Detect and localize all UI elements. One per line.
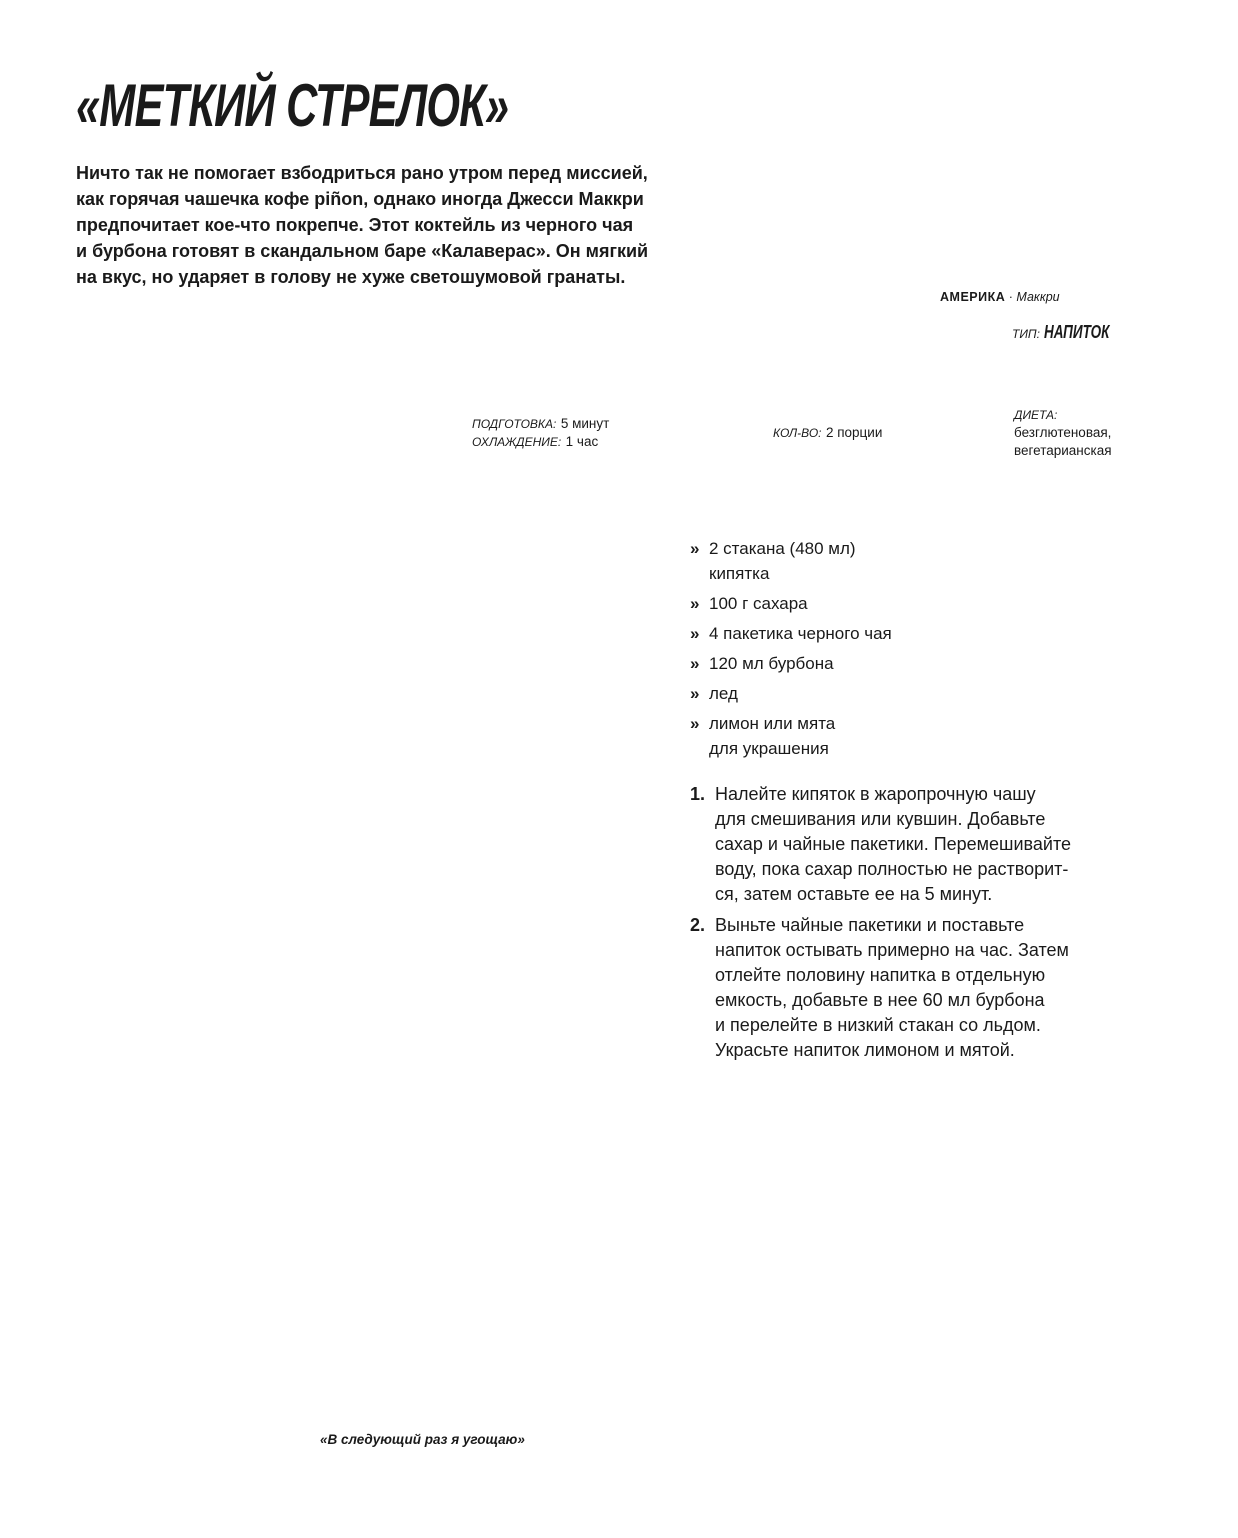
ingredient-text: 100 г сахара <box>709 594 808 613</box>
region-character: Маккри <box>1016 290 1060 304</box>
chill-label: ОХЛАЖДЕНИЕ: <box>472 435 562 449</box>
recipe-type <box>1012 322 1132 343</box>
step-line: напиток остывать примерно на час. Затем <box>715 940 1069 960</box>
step-line: Налейте кипяток в жаропрочную чашу <box>715 784 1036 804</box>
ingredient-text: кипятка <box>709 564 770 583</box>
intro-line: предпочитает кое-что покрепче. Этот коктейль из черного чая <box>76 215 634 235</box>
character-quote: «В следующий раз я угощаю» <box>320 1432 525 1447</box>
ingredient-text: лимон или мята <box>709 714 836 733</box>
prep-label: ПОДГОТОВКА: <box>472 417 557 431</box>
prep-value: 5 минут <box>560 416 610 431</box>
region-separator: · <box>1008 290 1013 304</box>
list-item <box>690 536 1110 586</box>
intro-paragraph <box>76 160 776 290</box>
ingredient-text: 2 стакана (480 мл) <box>709 539 856 558</box>
bullet-icon: » <box>690 594 700 613</box>
list-item <box>690 711 1110 761</box>
bullet-icon: » <box>690 714 700 733</box>
bullet-icon: » <box>690 539 700 558</box>
recipe-title: «МЕТКИЙ СТРЕЛОК» <box>76 72 509 139</box>
yield-info <box>773 424 882 442</box>
intro-line: и бурбона готовят в скандальном баре «Калаверас». Он мягкий <box>76 241 649 261</box>
list-item <box>690 681 1110 706</box>
step-line: Украсьте напиток лимоном и мятой. <box>715 1040 1015 1060</box>
diet-info <box>1014 406 1112 460</box>
ingredient-text: 4 пакетика черного чая <box>709 624 892 643</box>
intro-line: Ничто так не помогает взбодриться рано утром перед миссией, <box>76 163 648 183</box>
intro-line: на вкус, но ударяет в голову не хуже светошумовой гранаты. <box>76 267 626 287</box>
list-item <box>690 782 1150 907</box>
region-tag <box>940 290 1060 304</box>
step-line: сахар и чайные пакетики. Перемешивайте <box>715 834 1072 854</box>
step-line: ся, затем оставьте ее на 5 минут. <box>715 884 993 904</box>
yield-label: КОЛ-ВО: <box>773 426 822 440</box>
ingredient-text: 120 мл бурбона <box>709 654 834 673</box>
region-country: АМЕРИКА <box>940 290 1006 304</box>
type-value: НАПИТОК <box>1044 322 1110 342</box>
instruction-list <box>690 782 1150 1069</box>
bullet-icon: » <box>690 654 700 673</box>
list-item <box>690 651 1110 676</box>
list-item <box>690 913 1150 1063</box>
step-number: 2. <box>690 915 706 935</box>
step-line: емкость, добавьте в нее 60 мл бурбона <box>715 990 1045 1010</box>
list-item <box>690 621 1110 646</box>
ingredient-text: лед <box>709 684 738 703</box>
intro-line: как горячая чашечка кофе piñon, однако иногда Джесси Маккри <box>76 189 644 209</box>
ingredient-text: для украшения <box>709 739 829 758</box>
chill-value: 1 час <box>565 434 599 449</box>
diet-label: ДИЕТА: <box>1014 408 1058 422</box>
yield-value: 2 порции <box>825 425 883 440</box>
list-item <box>690 591 1110 616</box>
step-number: 1. <box>690 784 706 804</box>
bullet-icon: » <box>690 624 700 643</box>
step-line: Выньте чайные пакетики и поставьте <box>715 915 1025 935</box>
step-line: отлейте половину напитка в отдельную <box>715 965 1046 985</box>
ingredient-list <box>690 536 1110 766</box>
diet-line: вегетарианская <box>1014 443 1112 458</box>
diet-line: безглютеновая, <box>1014 425 1112 440</box>
type-label: ТИП: <box>1012 327 1040 341</box>
step-line: и перелейте в низкий стакан со льдом. <box>715 1015 1041 1035</box>
step-line: для смешивания или кувшин. Добавьте <box>715 809 1046 829</box>
bullet-icon: » <box>690 684 700 703</box>
prep-info <box>472 415 609 451</box>
step-line: воду, пока сахар полностью не растворит- <box>715 859 1069 879</box>
